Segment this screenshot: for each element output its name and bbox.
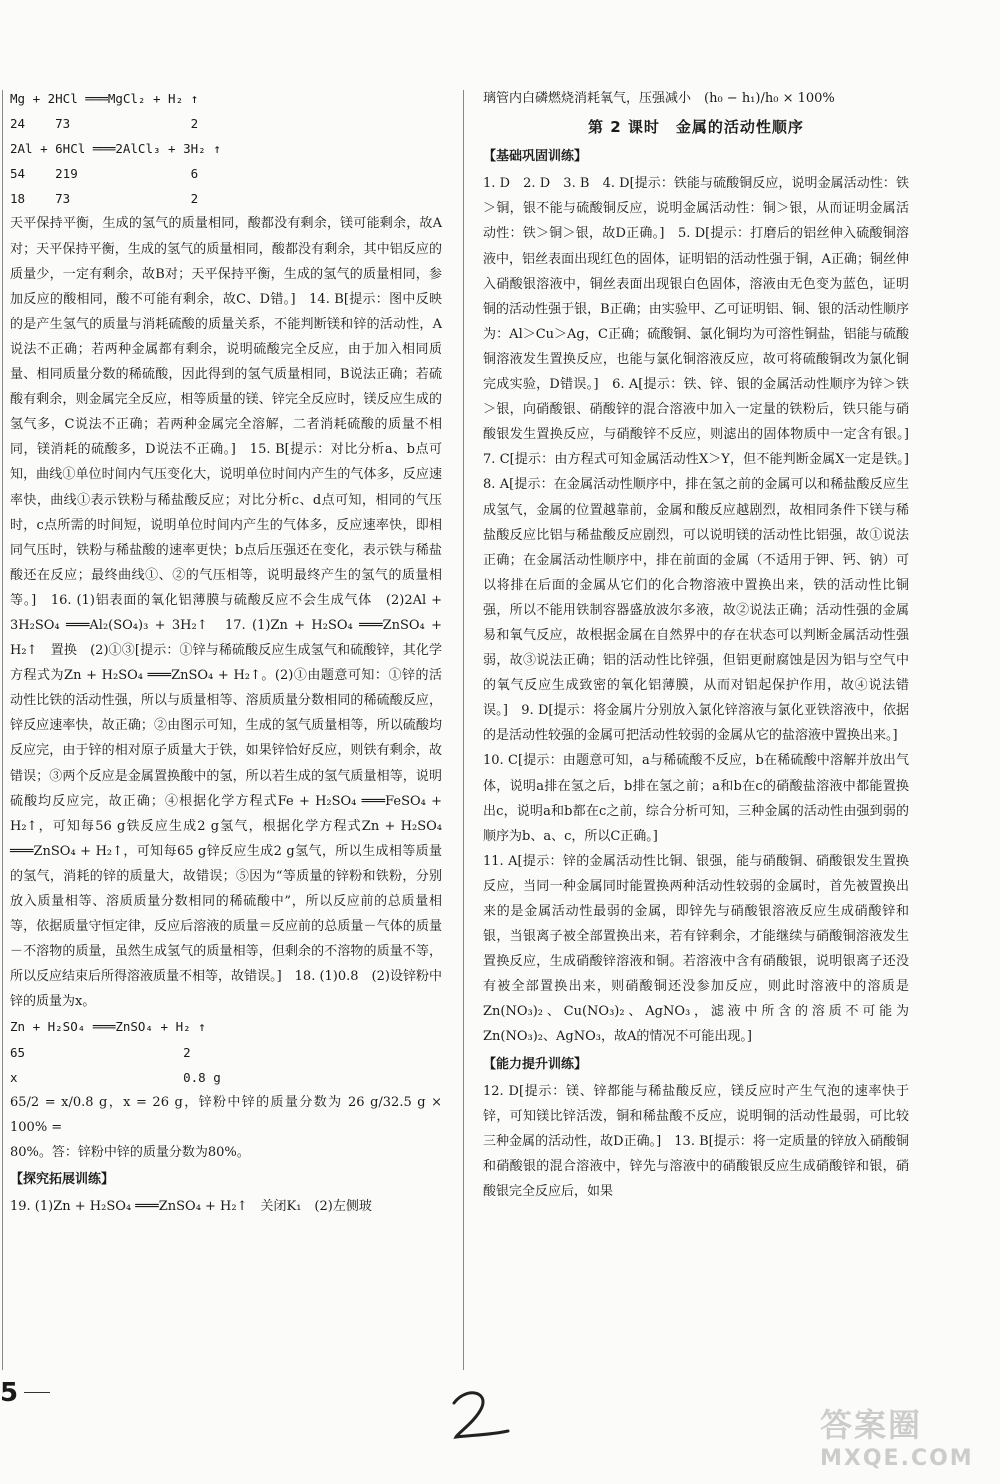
- column-divider: [463, 90, 464, 1370]
- equation-al-hcl: 2Al + 6HCl ═══2AlCl₃ + 3H₂ ↑: [10, 141, 221, 157]
- equation-al-masses-reduced: 18 73 2: [10, 191, 199, 207]
- answer-paragraph-13-18: 天平保持平衡，生成的氢气的质量相同，酸都没有剩余，镁可能剩余，故A对；天平保持平衡，生成的氢气的质量相同，酸都没有剩余，其中铝反应的质量少，一定有剩余，故B对；天平保持平衡，生成的氢气的质量相同，参加反应的酸相同，酸不可能有剩余，故C、D错。] 14. B[提示：图中反映的是产生氢气的质量与消耗硫酸的质量关系，不能判断镁和锌的活动性，A说法不正确；若两种金属都有剩余，说明硫酸完全反应，由于加入相同质量、相同质量分数的稀硫酸，因此得到的氢气质量相同，B说法正确；若硫酸有剩余，则金属完全反应，相等质量的镁、锌完全反应时，镁反应生成的氢气多，C说法不正确；若两种金属完全溶解，二者消耗硫酸的质量不相同，镁消耗的硫酸多，D说法不正确。] 15. B[提示：对比分析a、b点可知，曲线①单位时间内气压变化大，说明单位时间内产生的气体多，反应速率快，曲线①表示铁粉与稀盐酸反应；对比分析c、d点可知，相同的气压时，c点所需的时间短，说明单位时间内产生的气体多，反应速率快，即相同气压时，铁粉与稀盐酸的速率更快；b点后压强还在变化，表示铁与稀盐酸还在反应；最终曲线①、②的气压相等，说明最终产生的氢气的质量相等。] 16. (1)铝表面的氧化铝薄膜与硫酸反应不会生成气体 (2)2Al + 3H₂SO₄ ═══Al₂(SO₄)₃ + 3H₂↑ 17. (1)Zn + H₂SO₄ ═══ZnSO₄ + H₂↑ 置换 (2)①③[提示：①锌与稀硫酸反应生成氢气和硫酸锌，其化学方程式为Zn + H₂SO₄ ═══ZnSO₄ + H₂↑。(2)①由题意可知：①锌的活动性比铁的活动性强，所以与质量相等、溶质质量分数相同的稀硫酸反应，锌反应速率快，故正确；②由图示可知，生成的氢气质量相等，所以硫酸均反应完，由于锌的相对原子质量大于铁，如果锌恰好反应，则铁有剩余，故错误；③两个反应是金属置换酸中的氢，所以若生成的氢气质量相等，说明硫酸均反应完，故正确；④根据化学方程式Fe + H₂SO₄ ═══FeSO₄ + H₂↑，可知每56 g铁反应生成2 g氢气，根据化学方程式Zn + H₂SO₄ ═══ZnSO₄ + H₂↑，可知每65 g锌反应生成2 g氢气，所以生成相等质量的氢气，消耗的锌的质量大，故错误；⑤因为“等质量的锌粉和铁粉，分别放入质量相等、溶质质量分数相同的稀硫酸中”，所以反应前的总质量相等，依据质量守恒定律，反应后溶液的质量＝反应前的总质量－气体的质量－不溶物的质量，虽然生成氢气的质量相等，但剩余的不溶物的质量不等，所以反应结束后所得溶液质量不相等，故错误。] 18. (1)0.8 (2)设锌粉中锌的质量为x。: [10, 216, 442, 1010]
- left-column: [10, 86, 442, 1219]
- answer-paragraph-19: 19. (1)Zn + H₂SO₄ ═══ZnSO₄ + H₂↑ 关闭K₁ (2)左侧玻: [10, 1199, 372, 1215]
- section-heading-explore: 【探究拓展训练】: [10, 1172, 115, 1188]
- calculation-answer: 80%。答：锌粉中锌的质量分数为80%。: [10, 1144, 250, 1160]
- equation-mg-hcl: Mg + 2HCl ═══MgCl₂ + H₂ ↑: [10, 91, 199, 106]
- answer-paragraph-12-13: 12. D[提示：镁、锌都能与稀盐酸反应，镁反应时产生气泡的速率快于锌，可知镁比锌活泼，铜和稀盐酸不反应，说明铜的活动性最弱，可比较三种金属的活动性，故D正确。] 13. B[提示：将一定质量的锌放入硝酸铜和硝酸银的混合溶液中，锌先与溶液中的硝酸银反应生成硝酸锌和银，硝酸银完全反应后，如果: [483, 1083, 909, 1200]
- equation-zn-vars: x 0.8 g: [10, 1069, 221, 1085]
- watermark-logo: [820, 1400, 995, 1480]
- equation-mg-masses: 24 73 2: [10, 116, 199, 132]
- right-column: [483, 86, 923, 1204]
- page-number: 5: [0, 1378, 19, 1408]
- answer-paragraph-1-9: 1. D 2. D 3. B 4. D[提示：铁能与硫酸铜反应，说明金属活动性：铁＞铜，银不能与硫酸铜反应，说明金属活动性：铜＞银，从而证明金属活动性：铁＞铜＞银，故D正确。] 5. D[提示：打磨后的铝丝伸入硫酸铜溶液中，铝丝表面出现红色的固体，证明铝的活动性强于铜，A正确；铜丝伸入硝酸银溶液中，铜丝表面出现银白色固体，溶液由无色变为蓝色，证明铜的活动性强于银，B正确；由实验甲、乙可证明铝、铜、银的活动性顺序为：Al＞Cu＞Ag，C正确；硫酸铜、氯化铜均为可溶性铜盐，铝能与硫酸铜溶液发生置换反应，也能与氯化铜溶液反应，故可将硫酸铜改为氯化铜完成实验，D错误。] 6. A[提示：铁、锌、银的金属活动性顺序为锌＞铁＞银，向硝酸银、硝酸锌的混合溶液中加入一定量的铁粉后，铁只能与硝酸银发生置换反应，与硝酸锌不反应，则滤出的固体物质中一定含有银。] 7. C[提示：由方程式可知金属活动性X＞Y，但不能判断金属X一定是铁。] 8. A[提示：在金属活动性顺序中，排在氢之前的金属可以和稀盐酸反应生成氢气，金属的位置越靠前，金属和酸反应越剧烈，故相同条件下镁与稀盐酸反应比铝与稀盐酸反应剧烈，可以说明镁的活动性比铝强，故①说法正确；在金属活动性顺序中，排在前面的金属（不适用于钾、钙、钠）可以将排在后面的金属从它们的化合物溶液中置换出来，铁的活动性比铜强，所以不能用铁制容器盛放波尔多液，故②说法正确；活动性强的金属易和氧气反应，故根据金属在自然界中的存在状态可以判断金属活动性强弱，故③说法正确；铝的活动性比锌强，但铝更耐腐蚀是因为铝与空气中的氧气反应生成致密的氧化铝薄膜，从而对铝起保护作用，故④说法错误。] 9. D[提示：将金属片分别放入氯化锌溶液与氯化亚铁溶液中，依据的是活动性较强的金属可把活动性较弱的金属从它的盐溶液中置换出来。]: [483, 176, 923, 744]
- watermark-logo-text: 答案圈: [820, 1406, 923, 1444]
- page-number-rule: [24, 1392, 50, 1393]
- lesson-title: 第 2 课时 金属的活动性顺序: [588, 118, 804, 137]
- equation-al-masses: 54 219 6: [10, 166, 199, 182]
- section-heading-basic: 【基础巩固训练】: [483, 149, 588, 165]
- watermark-url: MXQE.COM: [820, 1446, 974, 1471]
- answer-paragraph-10: 10. C[提示：由题意可知，a与稀硫酸不反应，b在稀硫酸中溶解并放出气体，说明a排在氢之后，b排在氢之前；a和b在c的硝酸盐溶液中都能置换出c，说明a和b都在c之前，综合分析可知，三种金属的活动性由强到弱的顺序为b、a、c，所以C正确。]: [483, 753, 909, 844]
- equation-zn-masses: 65 2: [10, 1044, 191, 1060]
- answer-paragraph-11: 11. A[提示：锌的金属活动性比铜、银强，能与硝酸铜、硝酸银发生置换反应，当同一种金属同时能置换两种活动性较弱的金属时，首先被置换出来的是金属活动性最弱的金属，即锌先与硝酸银溶液反应生成硝酸锌和银，当银离子被全部置换出来，若有锌剩余，才能继续与硝酸铜溶液发生置换反应，生成硝酸锌溶液和铜。若溶液中含有硝酸银，说明银离子还没有被全部置换出来，则硝酸铜还没参加反应，则此时溶液中的溶质是Zn(NO₃)₂、Cu(NO₃)₂、AgNO₃，滤液中所含的溶质不可能为Zn(NO₃)₂、AgNO₃，故A的情况不可能出现。]: [483, 853, 909, 1045]
- left-margin-rule: [2, 90, 3, 1370]
- handwritten-mark-icon: [446, 1385, 516, 1445]
- section-heading-ability: 【能力提升训练】: [483, 1056, 588, 1072]
- equation-zn-h2so4: Zn + H₂SO₄ ═══ZnSO₄ + H₂ ↑: [10, 1019, 206, 1035]
- calculation-line: 65/2 = x/0.8 g，x = 26 g，锌粉中锌的质量分数为 26 g/32.5 g × 100% =: [10, 1094, 442, 1135]
- continued-line-19: 璃管内白磷燃烧消耗氧气，压强减小 (h₀ − h₁)/h₀ × 100%: [483, 91, 835, 106]
